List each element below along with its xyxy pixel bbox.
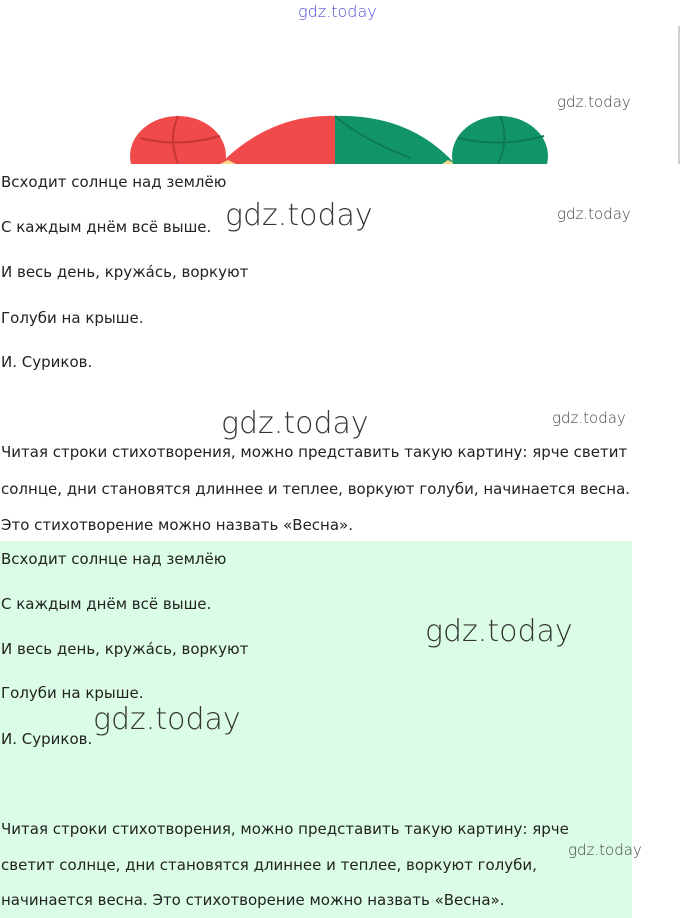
watermark-small-4: gdz.today	[568, 841, 642, 859]
answer-poem-line-4: Голуби на крыше.	[1, 684, 144, 702]
explanation-line-2: солнце, дни становятся длиннее и теплее, воркуют голуби, начинается весна.	[1, 480, 631, 498]
balloons-image	[120, 108, 560, 164]
watermark-small-3: gdz.today	[552, 409, 626, 427]
answer-explanation-line-3: начинается весна. Это стихотворение можно назвать «Весна».	[1, 891, 505, 909]
watermark-big-3: gdz.today	[425, 614, 573, 649]
watermark-small-2: gdz.today	[557, 205, 631, 223]
answer-explanation-line-1: Читая строки стихотворения, можно представить такую картину: ярче	[1, 820, 569, 838]
watermark-top: gdz.today	[298, 2, 377, 21]
answer-author: И. Суриков.	[1, 730, 93, 748]
poem-line-2: С каждым днём всё выше.	[1, 218, 212, 236]
watermark-big-4: gdz.today	[93, 702, 241, 737]
answer-explanation-line-2: светит солнце, дни становятся длиннее и теплее, воркуют голуби,	[1, 856, 537, 874]
balloon-illustration	[120, 108, 560, 164]
poem-line-4: Голуби на крыше.	[1, 309, 144, 327]
explanation-line-3: Это стихотворение можно назвать «Весна».	[1, 516, 354, 534]
answer-poem-line-2: С каждым днём всё выше.	[1, 595, 212, 613]
watermark-small-1: gdz.today	[557, 93, 631, 111]
poem-line-1: Всходит солнце над землёю	[1, 173, 227, 191]
explanation-line-1: Читая строки стихотворения, можно представить такую картину: ярче светит	[1, 443, 628, 461]
poem-line-3: И весь день, кружáсь, воркуют	[1, 263, 249, 281]
answer-poem-line-1: Всходит солнце над землёю	[1, 550, 227, 568]
answer-poem-line-3: И весь день, кружáсь, воркуют	[1, 640, 249, 658]
watermark-big-2: gdz.today	[221, 406, 369, 441]
watermark-big-1: gdz.today	[225, 198, 373, 233]
poem-author: И. Суриков.	[1, 353, 93, 371]
